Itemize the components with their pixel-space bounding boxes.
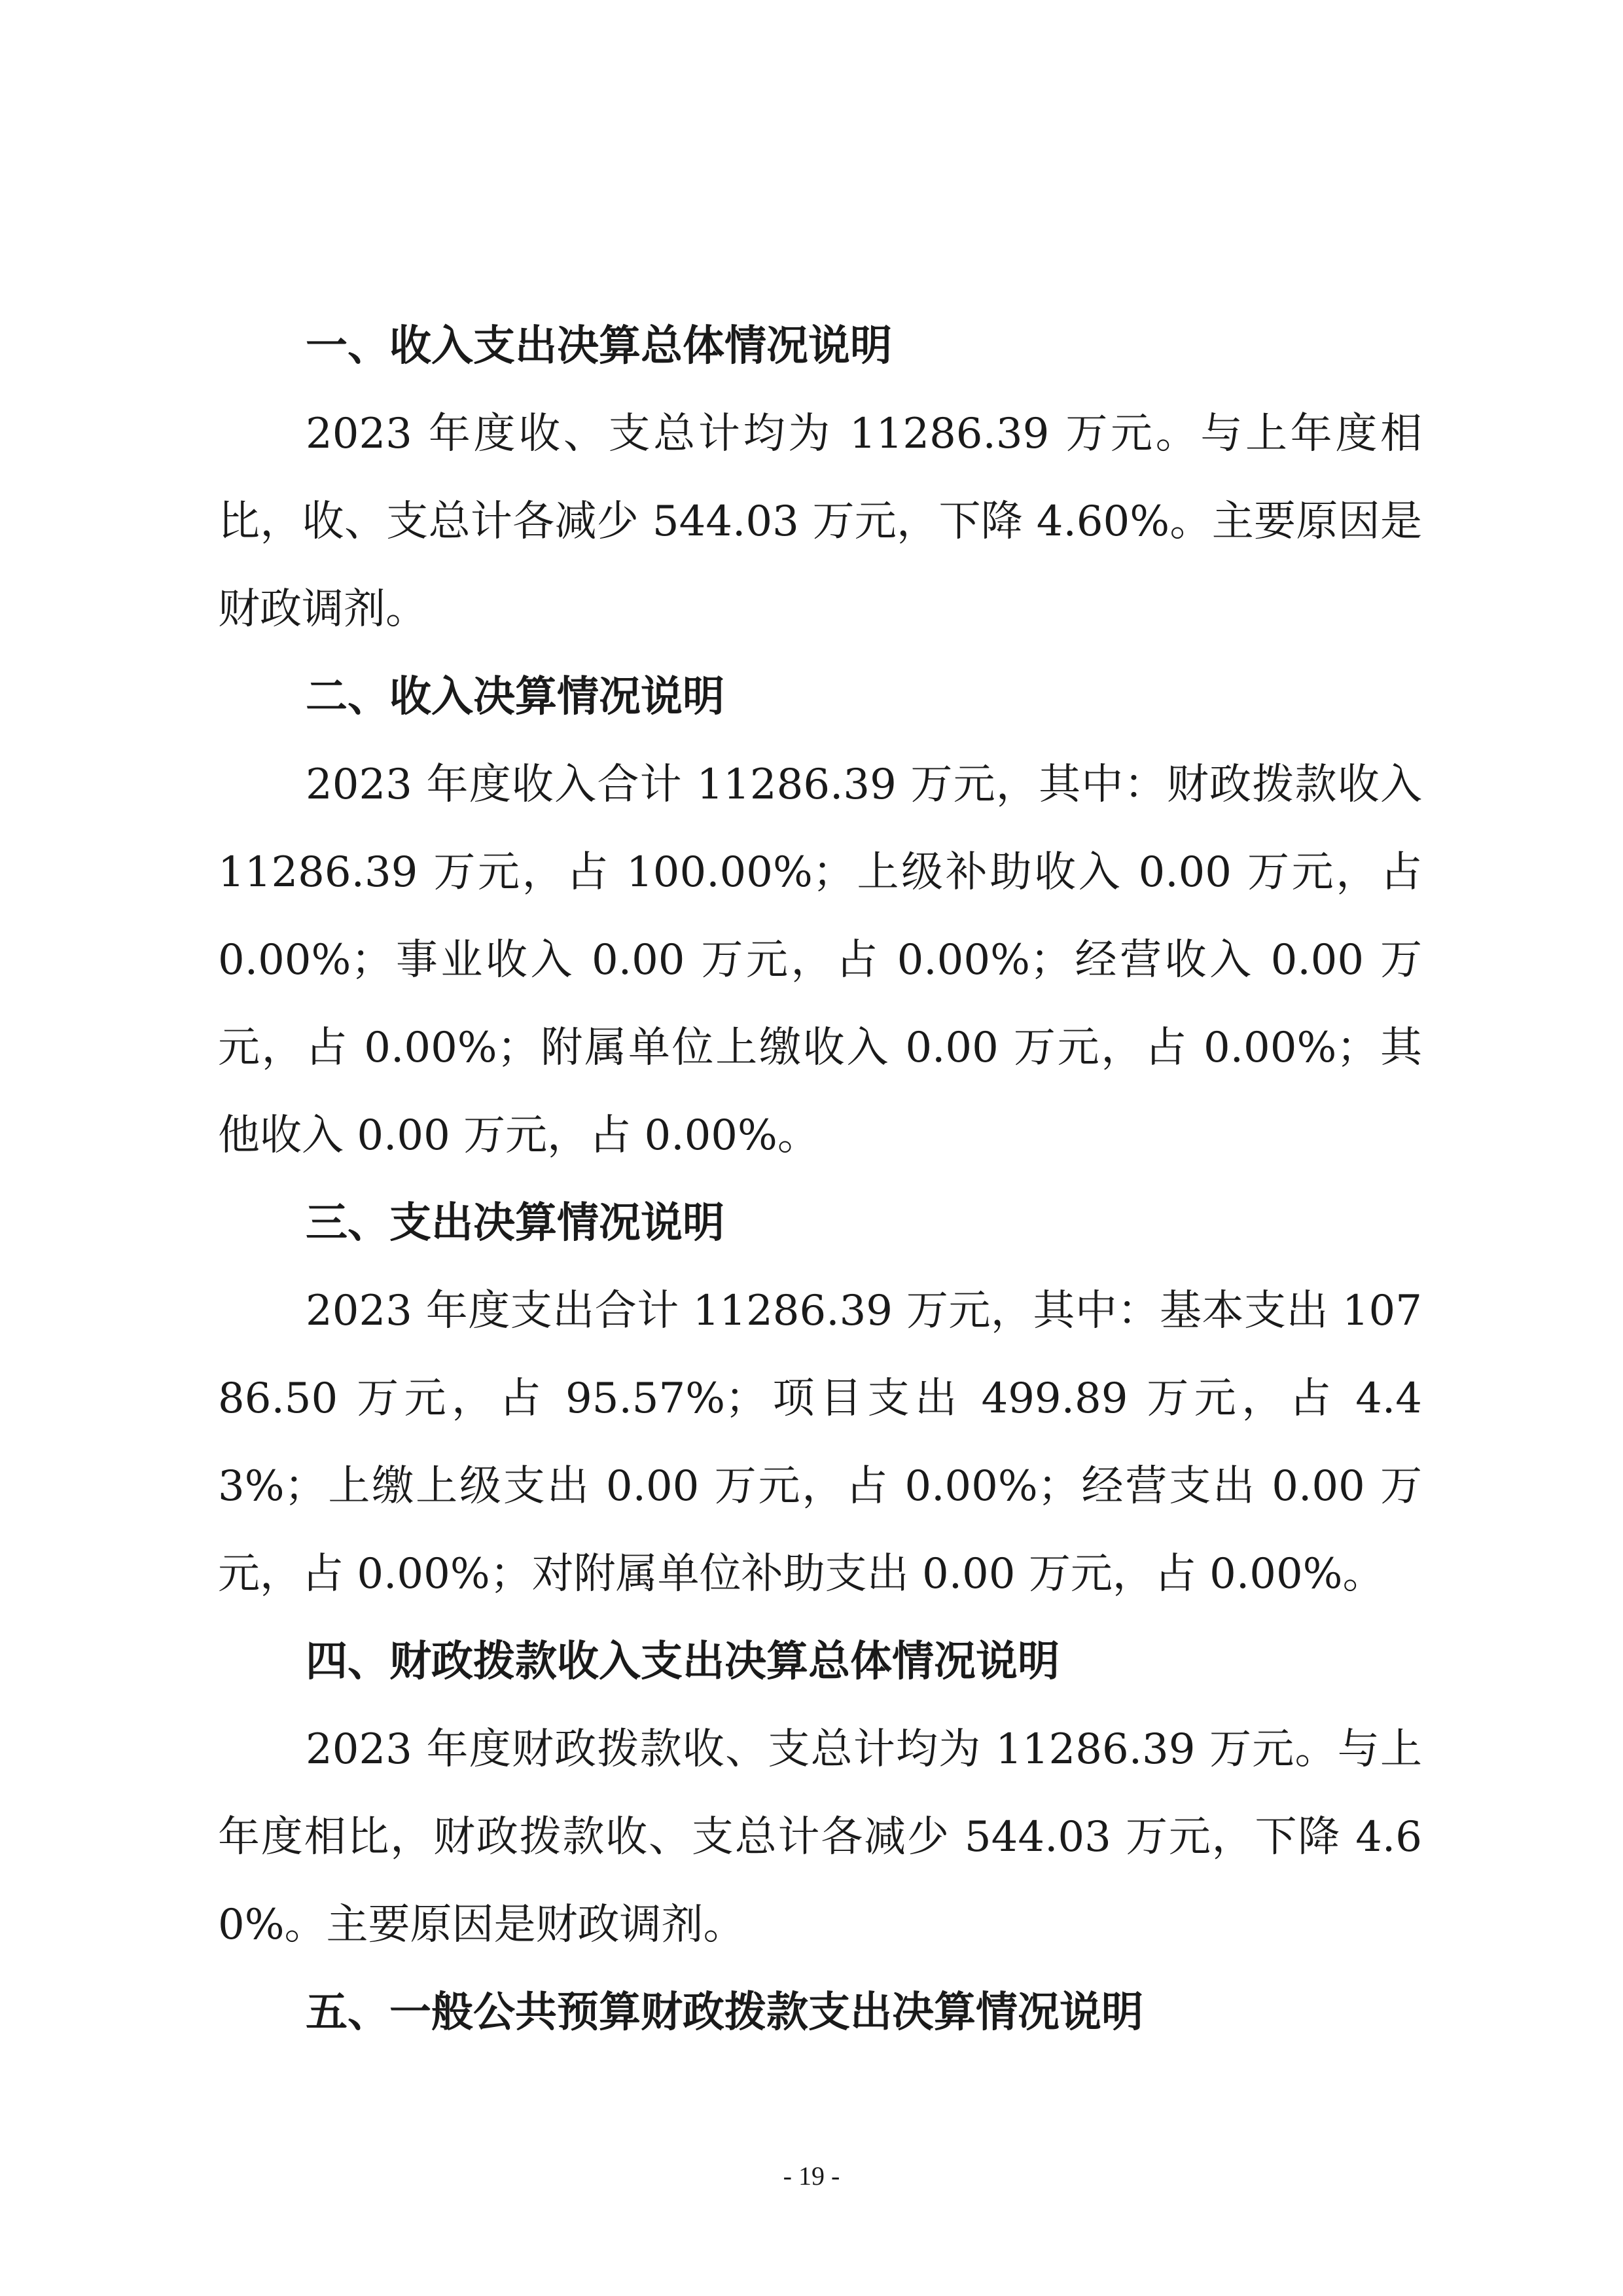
section-paragraph: 2023 年度收、支总计均为 11286.39 万元。与上年度相比，收、支总计各减少 544.03 万元，下降 4.60%。主要原因是财政调剂。: [218, 410, 1422, 634]
section-1: [218, 302, 1422, 653]
section-paragraph: 2023 年度支出合计 11286.39 万元，其中：基本支出 10786.50 万元，占 95.57%；项目支出 499.89 万元，占 4.43%；上缴上级支出 0.00 万元，占 0.00%；经营支出 0.00 万元，占 0.00%；对附属单位补助支出 0.00 万元，占 0.00%。: [218, 1287, 1422, 1598]
page-number: - 19 -: [783, 2161, 840, 2191]
section-3: [218, 1179, 1422, 1618]
document-content: [218, 302, 1422, 2056]
section-4: [218, 1618, 1422, 1969]
section-2: [218, 653, 1422, 1179]
section-paragraph: 2023 年度财政拨款收、支总计均为 11286.39 万元。与上年度相比，财政拨款收、支总计各减少 544.03 万元，下降 4.60%。主要原因是财政调剂。: [218, 1725, 1422, 1949]
section-5: [218, 1969, 1422, 2056]
section-heading: 四、财政拨款收入支出决算总体情况说明: [306, 1638, 1060, 1686]
section-heading: 一、收入支出决算总体情况说明: [306, 322, 892, 370]
section-heading: 五、一般公共预算财政拨款支出决算情况说明: [306, 1988, 1143, 2037]
section-paragraph: 2023 年度收入合计 11286.39 万元，其中：财政拨款收入 11286.39 万元，占 100.00%；上级补助收入 0.00 万元，占 0.00%；事业收入 0.00 万元，占 0.00%；经营收入 0.00 万元，占 0.00%；附属单位上缴收入 0.00 万元，占 0.00%；其他收入 0.00 万元，占 0.00%。: [218, 761, 1422, 1160]
section-heading: 二、收入决算情况说明: [306, 673, 724, 721]
section-heading: 三、支出决算情况说明: [306, 1199, 724, 1247]
